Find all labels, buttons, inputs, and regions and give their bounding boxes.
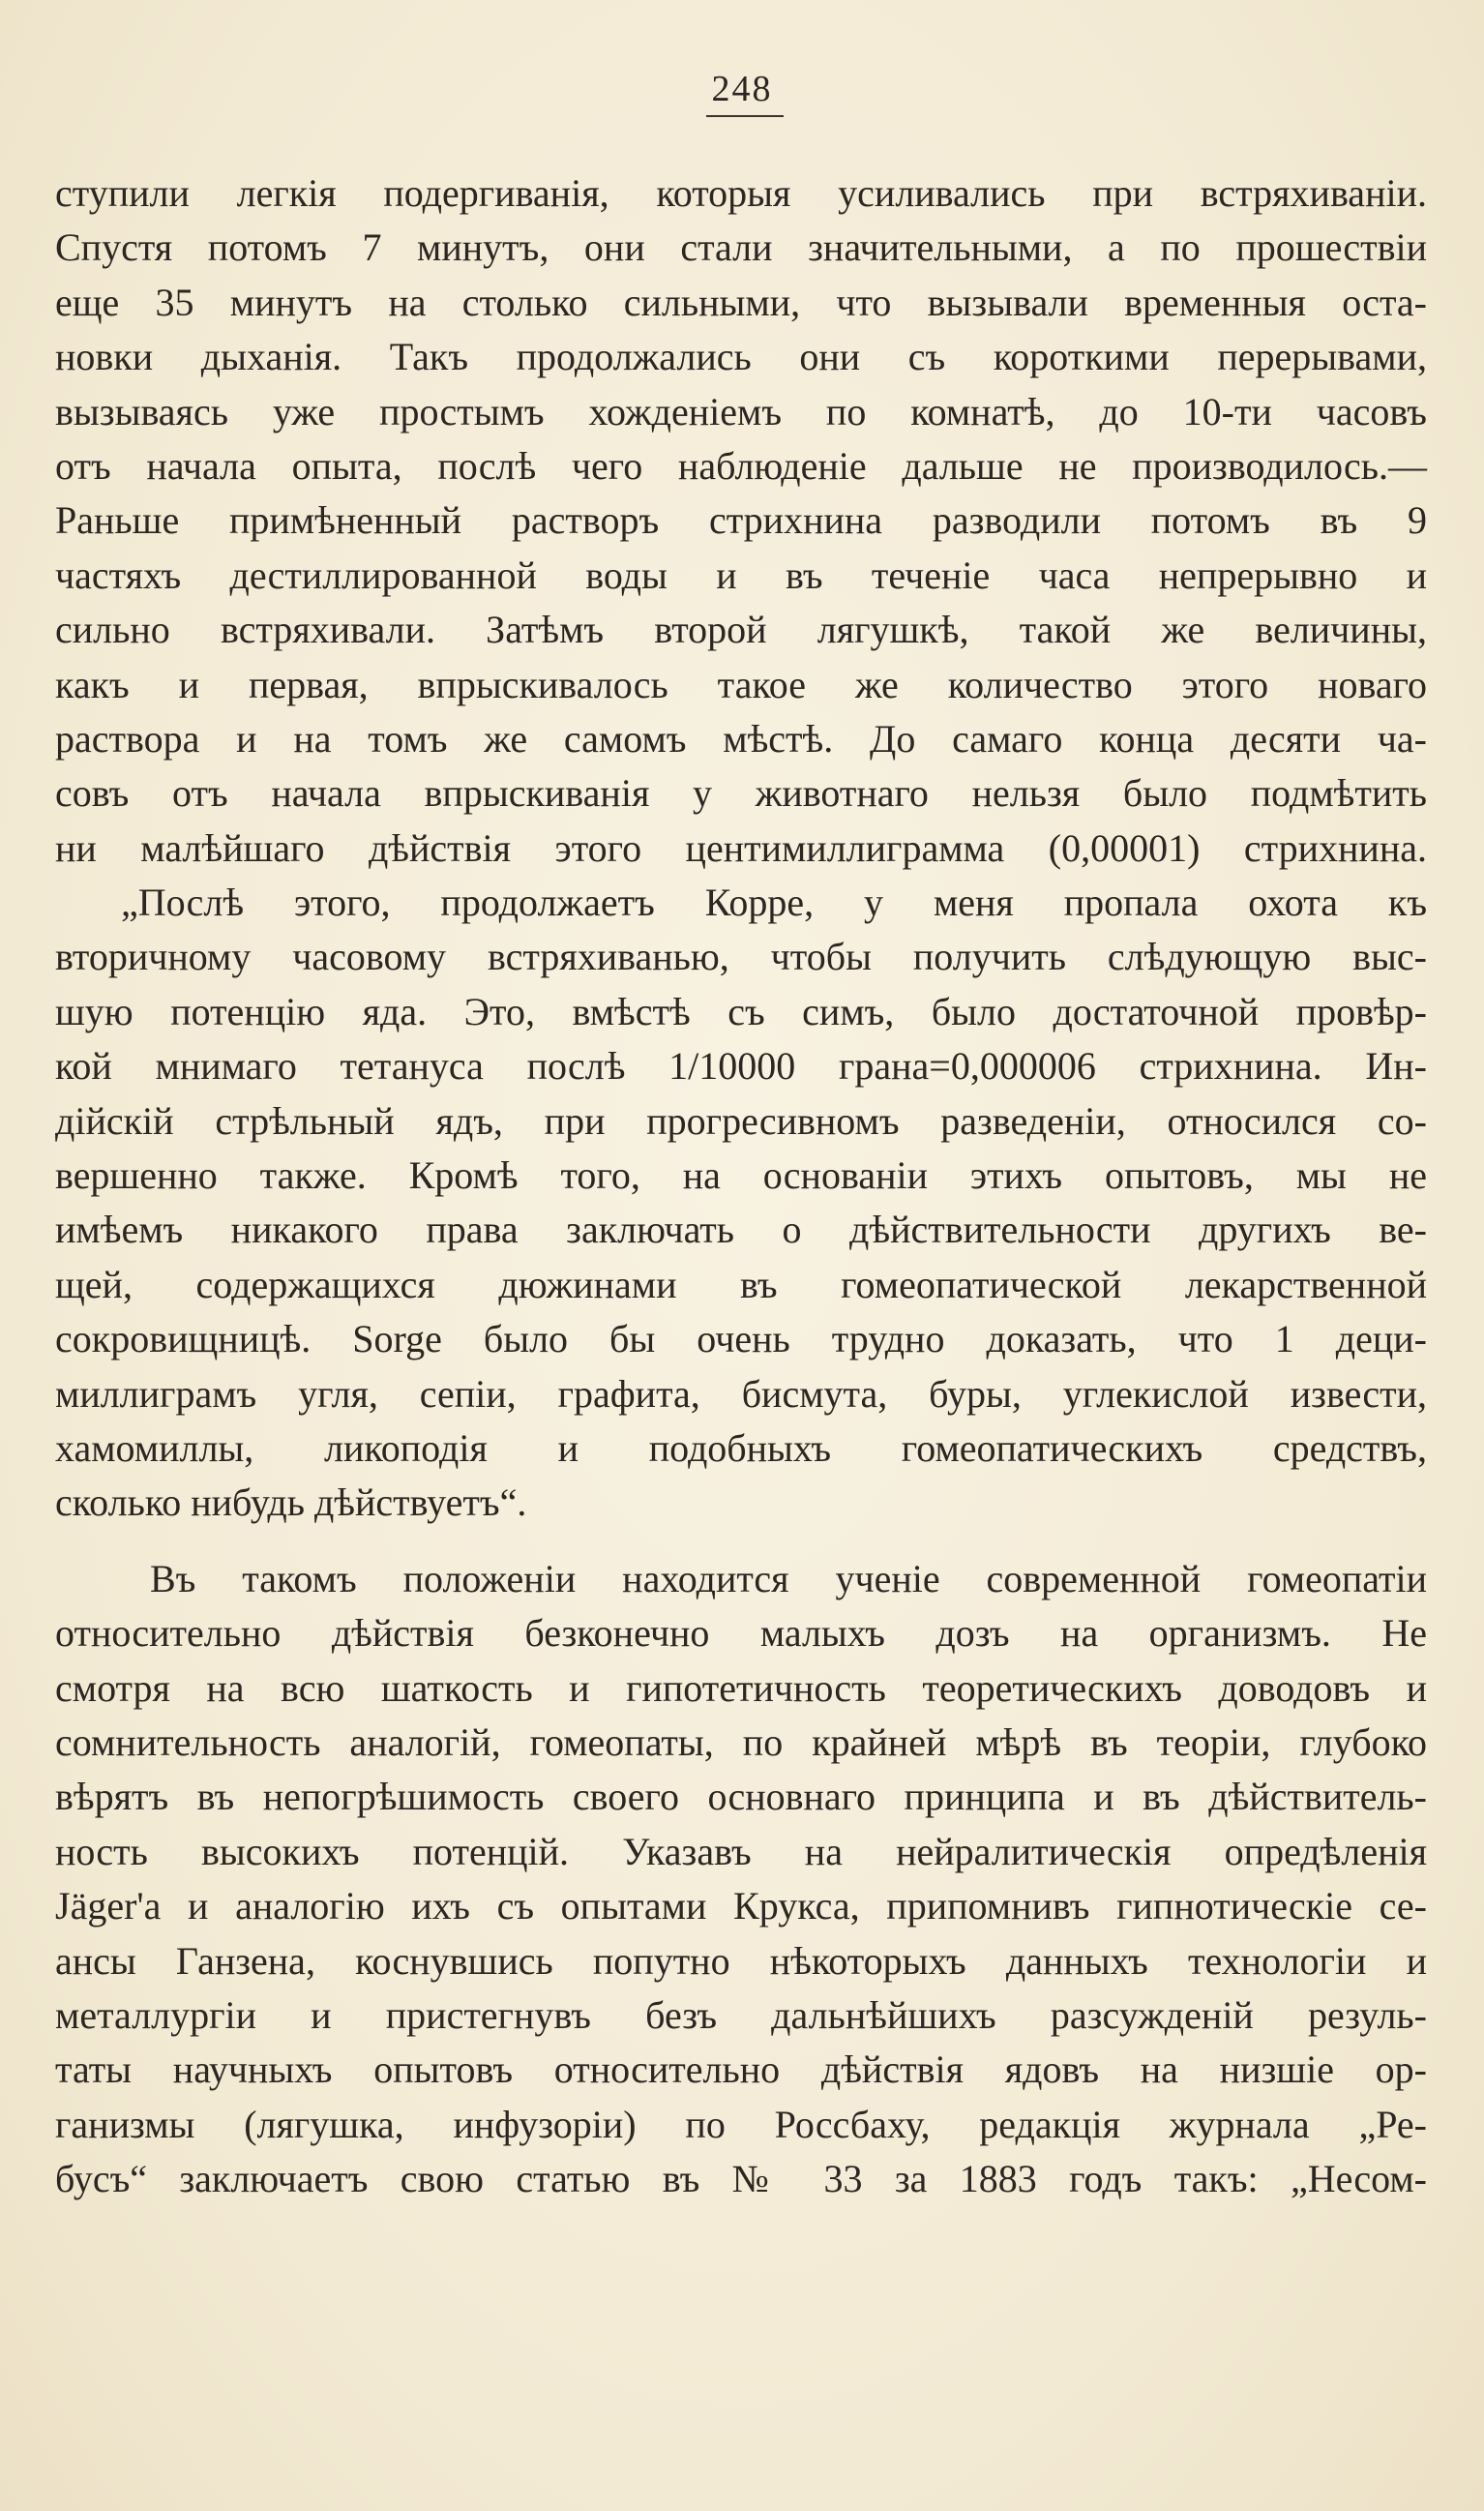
- text-line: вѣрятъ въ непогрѣшимость своего основнаго принципа и въ дѣйствитель-: [55, 1775, 1427, 1819]
- text-line: совъ отъ начала впрыскиванія у животнаго нельзя было подмѣтить: [55, 771, 1427, 816]
- quote-paragraph-start: „Послѣ этого, продолжаетъ Корре, у меня пропала охота къ: [121, 881, 1427, 925]
- body-text: [55, 166, 1427, 2206]
- text-line: таты научныхъ опытовъ относительно дѣйствія ядовъ на низшіе ор-: [55, 2048, 1427, 2092]
- text-line: ганизмы (лягушка, инфузоріи) по Россбаху, редакція журнала „Ре-: [55, 2102, 1427, 2146]
- text-line: вершенно также. Кромѣ того, на основаніи этихъ опытовъ, мы не: [55, 1153, 1427, 1198]
- text-line: Спустя потомъ 7 минутъ, они стали значительными, а по прошествіи: [55, 225, 1427, 270]
- text-line: новки дыханія. Такъ продолжались они съ короткими перерывами,: [55, 335, 1427, 379]
- text-line: относительно дѣйствія безконечно малыхъ дозъ на организмъ. Не: [55, 1611, 1427, 1656]
- text-line-paragraph-end: сколько нибудь дѣйствуетъ“.: [55, 1480, 527, 1525]
- paragraph-start: Въ такомъ положеніи находится ученіе современной гомеопатіи: [150, 1556, 1427, 1600]
- text-line: имѣемъ никакого права заключать о дѣйствительности другихъ ве-: [55, 1208, 1427, 1252]
- page-number-rule: [706, 115, 784, 117]
- text-line: раствора и на томъ же самомъ мѣстѣ. До самаго конца десяти ча-: [55, 716, 1427, 761]
- text-line: сомнительность аналогій, гомеопаты, по крайней мѣрѣ въ теоріи, глубоко: [55, 1719, 1427, 1764]
- text-line: еще 35 минутъ на столько сильными, что вызывали временныя оста-: [55, 280, 1427, 324]
- text-line: вызываясь уже простымъ хожденіемъ по комнатѣ, до 10-ти часовъ: [55, 389, 1427, 433]
- text-line: смотря на всю шаткость и гипотетичность теоретическихъ доводовъ и: [55, 1665, 1427, 1710]
- text-line: хамомиллы, ликоподія и подобныхъ гомеопатическихъ средствъ,: [55, 1425, 1427, 1470]
- text-line: Раньше примѣненный растворъ стрихнина разводили потомъ въ 9: [55, 498, 1427, 543]
- text-line: кой мнимаго тетануса послѣ 1/10000 грана=0,000006 стрихнина. Ин-: [55, 1044, 1427, 1089]
- text-line: ансы Ганзена, коснувшись попутно нѣкоторыхъ данныхъ технологіи и: [55, 1938, 1427, 1983]
- text-line: миллиграмъ угля, сепіи, графита, бисмута, буры, углекислой извести,: [55, 1371, 1427, 1416]
- text-line: бусъ“ заключаетъ свою статью въ № 33 за 1883 годъ такъ: „Несом-: [55, 2157, 1427, 2201]
- text-line: металлургіи и пристегнувъ безъ дальнѣйшихъ разсужденій резуль-: [55, 1992, 1427, 2037]
- text-line: ни малѣйшаго дѣйствія этого центимиллиграмма (0,00001) стрихнина.: [55, 825, 1427, 870]
- text-line: частяхъ дестиллированной воды и въ теченіе часа непрерывно и: [55, 553, 1427, 597]
- text-line: сокровищницѣ. Sorge было бы очень трудно доказать, что 1 деци-: [55, 1317, 1427, 1361]
- text-line: какъ и первая, впрыскивалось такое же количество этого новаго: [55, 662, 1427, 706]
- text-line: Jäger'а и аналогію ихъ съ опытами Крукса, припомнивъ гипнотическіе се-: [55, 1884, 1427, 1928]
- text-line: отъ начала опыта, послѣ чего наблюденіе дальше не производилось.—: [55, 443, 1427, 488]
- text-line: сильно встряхивали. Затѣмъ второй лягушкѣ, такой же величины,: [55, 608, 1427, 652]
- text-line: дійскій стрѣльный ядъ, при прогресивномъ разведеніи, относился со-: [55, 1098, 1427, 1143]
- text-line: ность высокихъ потенцій. Указавъ на нейралитическія опредѣленія: [55, 1829, 1427, 1873]
- text-line: щей, содержащихся дюжинами въ гомеопатической лекарственной: [55, 1262, 1427, 1306]
- text-line: шую потенцію яда. Это, вмѣстѣ съ симъ, было достаточной провѣр-: [55, 989, 1427, 1033]
- text-line: ступили легкія подергиванія, которыя усиливались при встряхиваніи.: [55, 171, 1427, 215]
- page-number: 248: [711, 69, 773, 109]
- text-line: вторичному часовому встряхиванью, чтобы получить слѣдующую выс-: [55, 935, 1427, 979]
